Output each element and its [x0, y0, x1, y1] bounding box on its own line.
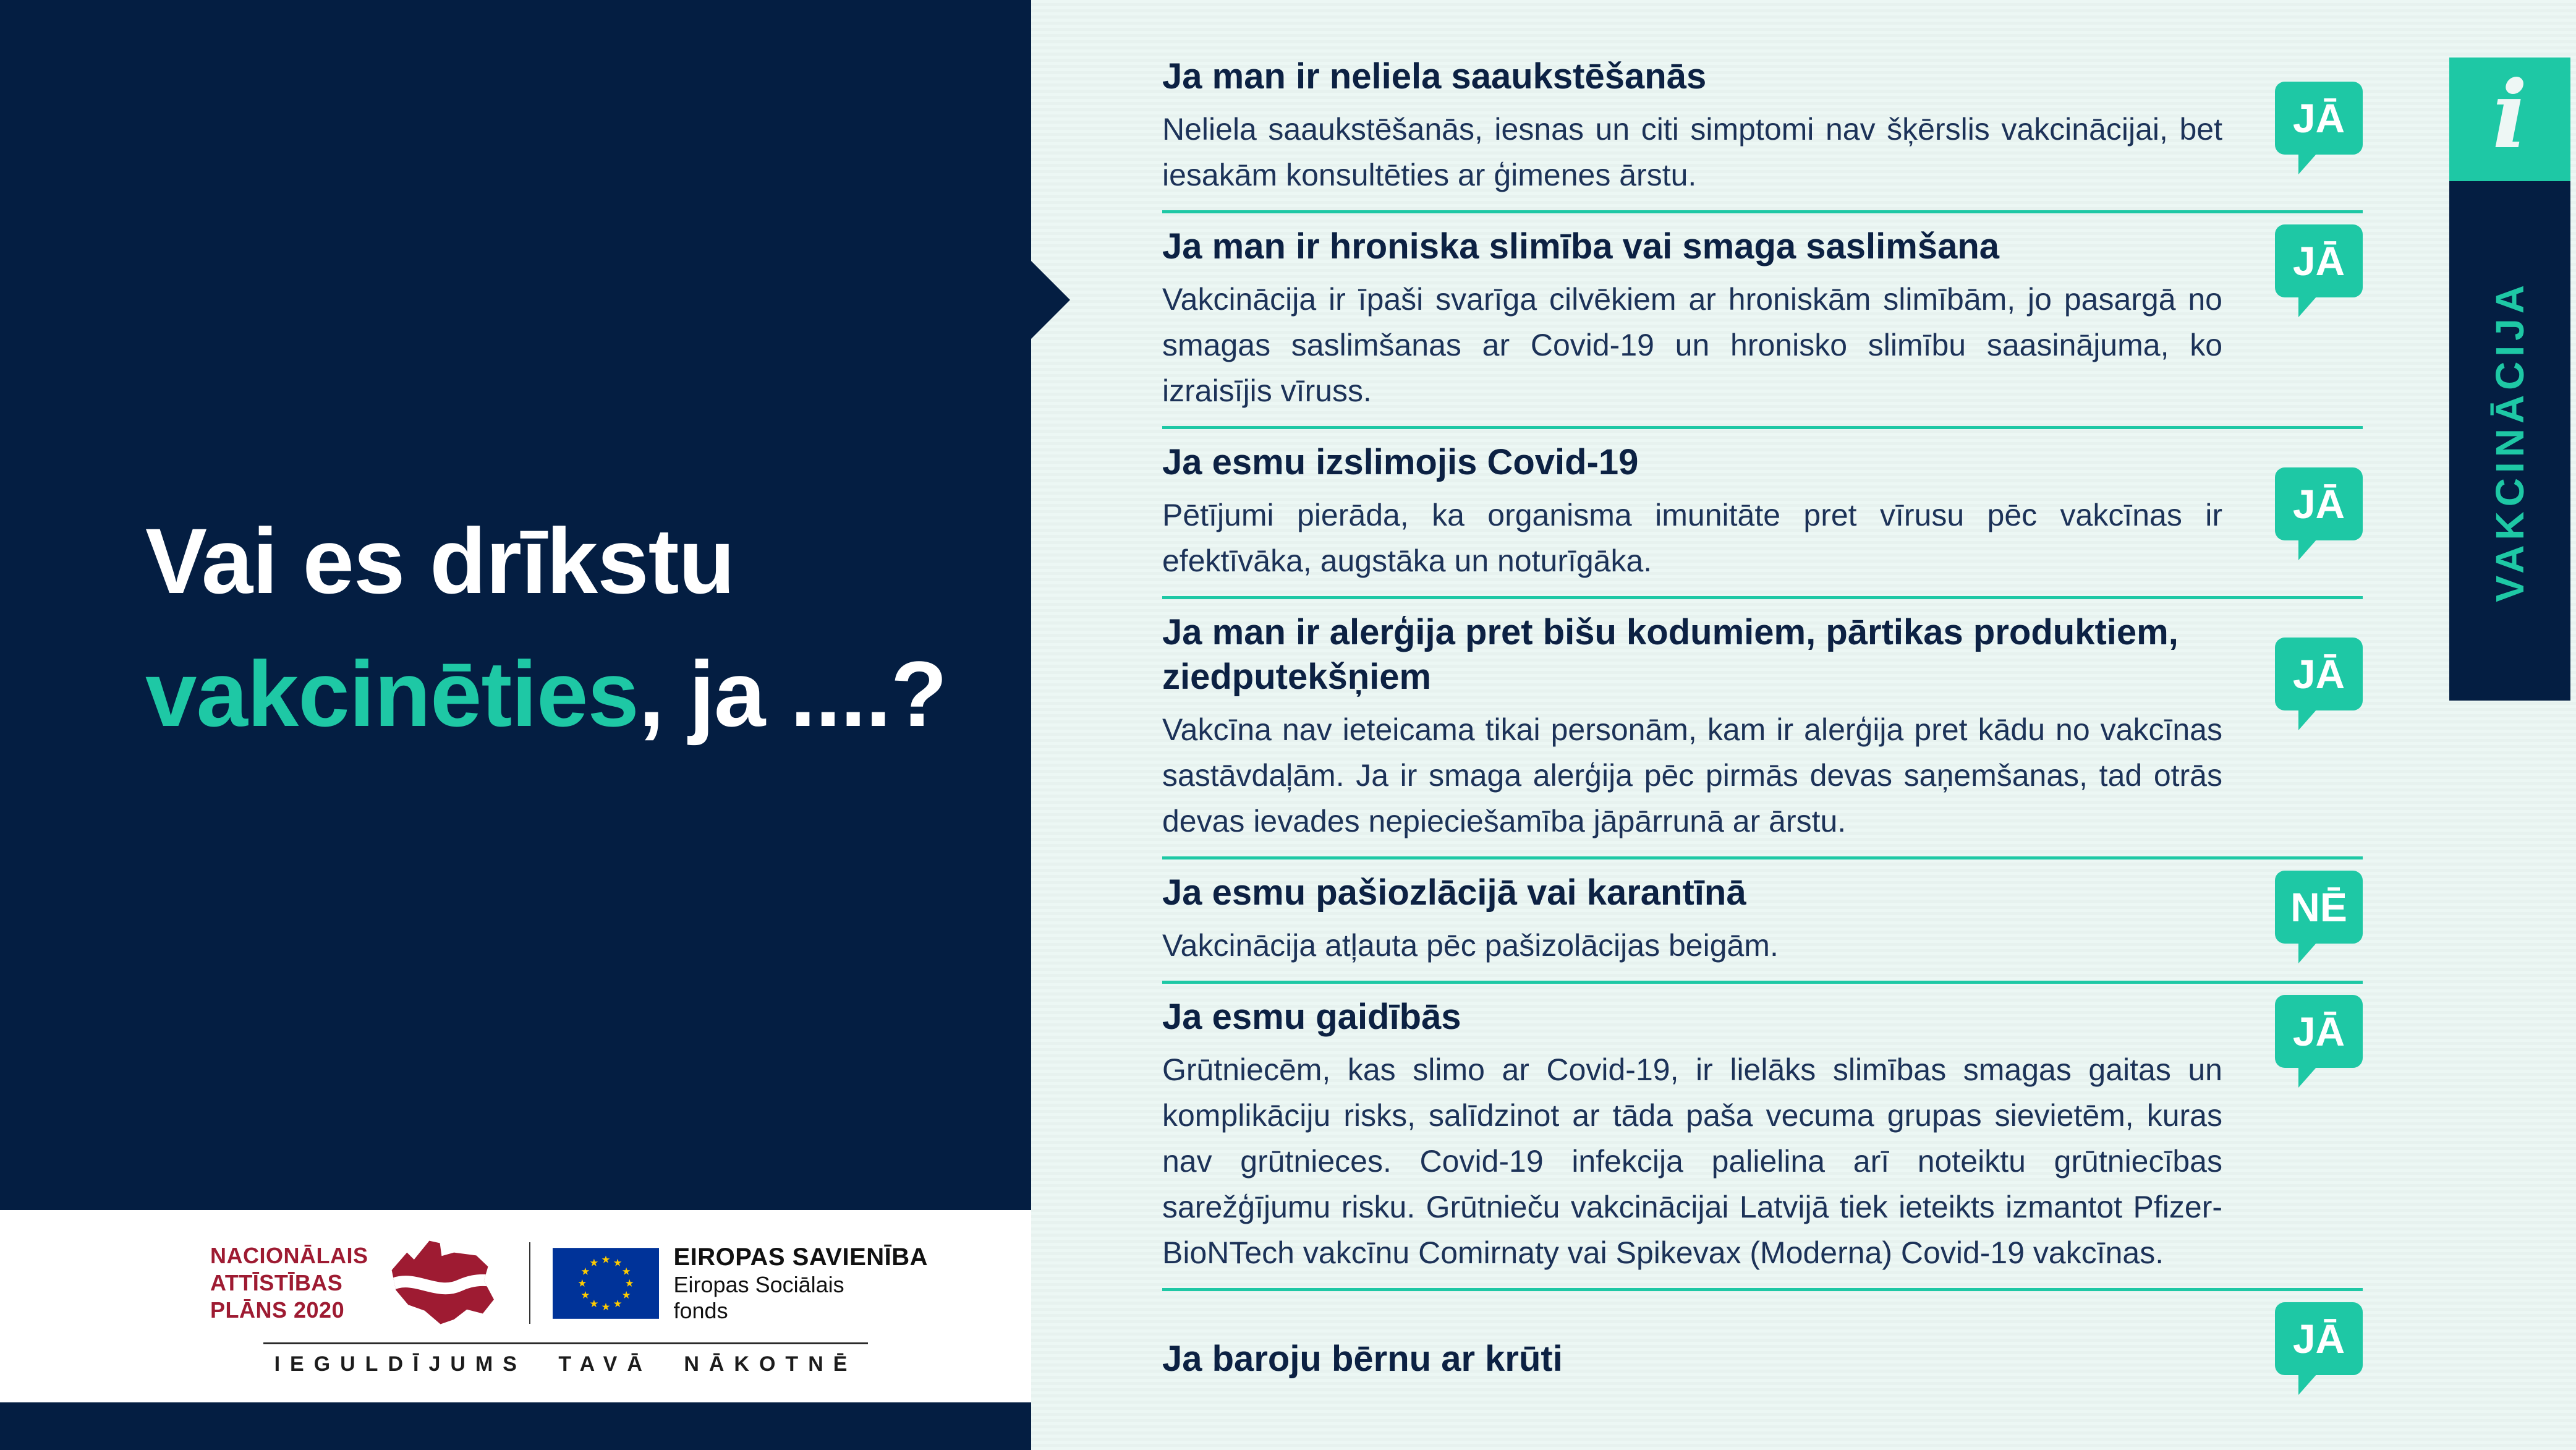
- speech-bubble-badge: NĒ: [2275, 871, 2363, 944]
- qa-item-breastfeeding: [1162, 1291, 2363, 1401]
- qa-heading: Ja man ir hroniska slimība vai smaga saslimšana: [1162, 226, 2000, 267]
- qa-text: [1162, 995, 2222, 1276]
- eu-subtitle-line1: Eiropas Sociālais: [673, 1272, 844, 1297]
- qa-item-allergy: [1162, 599, 2363, 856]
- qa-list: [1162, 43, 2363, 1401]
- panel-arrow-notch: [1031, 261, 1070, 339]
- speech-bubble-badge: JĀ: [2275, 995, 2363, 1068]
- vaccination-vertical-label: VAKCINĀCIJA: [2488, 279, 2532, 602]
- speech-bubble-badge: JĀ: [2275, 467, 2363, 540]
- eu-logo-text: [674, 1242, 929, 1324]
- qa-item-recovered: [1162, 429, 2363, 596]
- eu-title: EIROPAS SAVIENĪBA: [673, 1243, 929, 1271]
- qa-text: [1162, 871, 2222, 968]
- qa-heading: Ja baroju bērnu ar krūti: [1162, 1339, 1563, 1379]
- info-icon: i: [2492, 61, 2528, 169]
- eu-flag-icon: [553, 1248, 659, 1319]
- qa-item-chronic: [1162, 213, 2363, 426]
- answer-badge: [2275, 54, 2363, 198]
- nap-line1: NACIONĀLAIS: [210, 1243, 368, 1268]
- page-title-line1: Vai es drīkstu: [145, 509, 735, 613]
- qa-body: Vakcinācija ir īpaši svarīga cilvēkiem ar hroniskām slimībām, jo pasargā no smagas saslimšanas ar Covid-19 un hronisko slimību saasinājuma, ko izraisījis vīruss.: [1162, 282, 2222, 408]
- speech-bubble-badge: JĀ: [2275, 638, 2363, 710]
- vaccination-sidebar: [2449, 181, 2570, 701]
- qa-item-cold: [1162, 43, 2363, 210]
- title-suffix: , ja ....?: [638, 642, 947, 746]
- footer-logos-strip: [0, 1210, 1031, 1402]
- nap-line2: ATTĪSTĪBAS: [210, 1270, 343, 1295]
- latvia-map-icon: [385, 1236, 508, 1330]
- qa-body: Pētījumi pierāda, ka organisma imunitāte pret vīrusu pēc vakcīnas ir efektīvāka, augstāka un noturīgāka.: [1162, 498, 2222, 578]
- title-highlight: vakcinēties: [145, 642, 639, 746]
- info-box: [2449, 58, 2570, 181]
- answer-badge: [2275, 1302, 2363, 1389]
- qa-heading: Ja esmu pašiozlācijā vai karantīnā: [1162, 872, 1746, 913]
- nap-logo-text: [210, 1242, 368, 1324]
- qa-heading: Ja esmu gaidībās: [1162, 997, 1461, 1037]
- speech-bubble-badge: JĀ: [2275, 82, 2363, 155]
- qa-text: [1162, 610, 2222, 844]
- logo-row: [210, 1234, 928, 1333]
- qa-text: [1162, 1302, 2222, 1389]
- speech-bubble-badge: JĀ: [2275, 224, 2363, 297]
- qa-heading: Ja man ir neliela saaukstēšanās: [1162, 56, 1707, 96]
- answer-badge: [2275, 995, 2363, 1276]
- answer-badge: [2275, 871, 2363, 968]
- qa-body: Vakcīna nav ieteicama tikai personām, kam ir alerģija pret kādu no vakcīnas sastāvdaļām. Ja ir smaga alerģija pēc pirmās devas saņemšanas, tad otrās devas ievades nepieciešamība jāpārrunā ar ārstu.: [1162, 712, 2222, 838]
- qa-item-pregnant: [1162, 984, 2363, 1288]
- qa-heading: Ja esmu izslimojis Covid-19: [1162, 442, 1639, 482]
- nap-line3: PLĀNS 2020: [210, 1297, 345, 1323]
- speech-bubble-badge: JĀ: [2275, 1302, 2363, 1375]
- page-title-line2: [145, 628, 946, 761]
- qa-body: Grūtniecēm, kas slimo ar Covid-19, ir lielāks slimības smagas gaitas un komplikāciju risks, salīdzinot ar tāda paša vecuma grupas sievietēm, kuras nav grūtnieces. Covid-19 infekcija palielina arī noteiktu grūtniecības sarežģījumu risku. Grūtnieču vakcinācijai Latvijā tiek ieteikts izmantot Pfizer-BioNTech vakcīnu Comirnaty vai Spikevax (Moderna) Covid-19 vakcīnas.: [1162, 1052, 2222, 1270]
- qa-heading: Ja man ir alerģija pret bišu kodumiem, pārtikas produktiem, ziedputekšņiem: [1162, 612, 2179, 697]
- footer-rule: [263, 1342, 868, 1344]
- answer-badge: [2275, 440, 2363, 584]
- footer-navy-strip: [0, 1402, 1031, 1450]
- qa-body: Neliela saaukstēšanās, iesnas un citi simptomi nav šķērslis vakcinācijai, bet iesakām konsultēties ar ģimenes ārstu.: [1162, 112, 2222, 192]
- qa-text: [1162, 54, 2222, 198]
- answer-badge: [2275, 610, 2363, 844]
- answer-badge: [2275, 224, 2363, 414]
- qa-item-isolation: [1162, 859, 2363, 981]
- qa-body: Vakcinācija atļauta pēc pašizolācijas beigām.: [1162, 928, 1779, 963]
- eu-subtitle-line2: fonds: [673, 1298, 728, 1323]
- qa-text: [1162, 224, 2222, 414]
- logo-divider: [529, 1242, 530, 1324]
- page-title: [145, 495, 946, 761]
- qa-text: [1162, 440, 2222, 584]
- footer-slogan: IEGULDĪJUMS TAVĀ NĀKOTNĒ: [274, 1352, 857, 1376]
